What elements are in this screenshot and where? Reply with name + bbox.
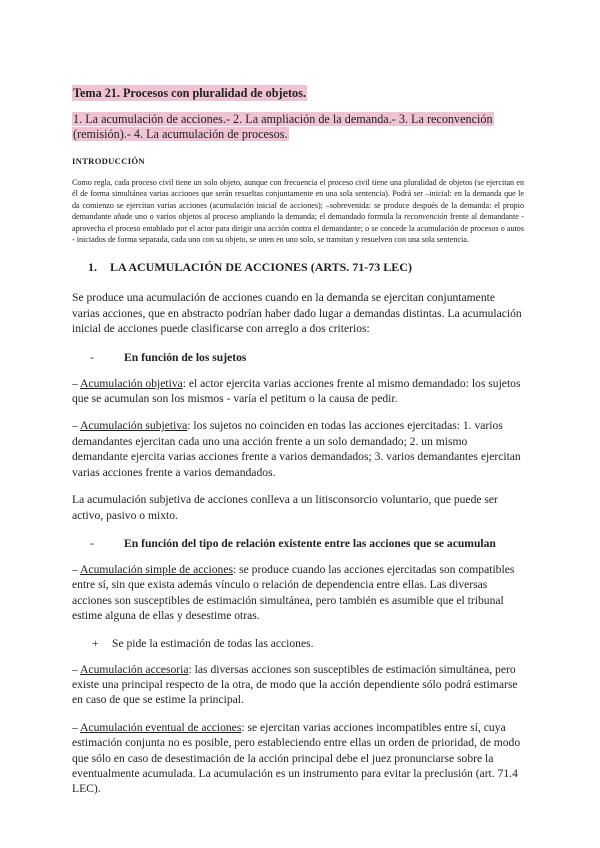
text-simple: : se produce cuando las acciones ejercitadas son compatibles entre sí, sin que exista además vínculo o relación de dependencia entre ellas. Las diversas acciones son susceptibles de estimación simultánea, pero también es asumible que el tribunal estime alguna de ellas y desestime otras. (72, 562, 515, 623)
paragraph-subjetiva (72, 418, 524, 480)
paragraph-intro: Se produce una acumulación de acciones cuando en la demanda se ejercitan conjuntamente varias acciones, que en abstracto podrían haber dado lugar a demandas distintas. La acumulación inicial de acciones puede clasificarse con arreglo a dos criterios: (72, 291, 522, 336)
text-accesoria: : las diversas acciones son susceptibles de estimación simultánea, pero existe una principal respecto de la otra, de modo que la acción dependiente sólo podrá estimarse en caso de que se estime la principal. (72, 662, 518, 707)
criterion-subjects (72, 351, 524, 364)
criterion-label: En función del tipo de relación existente entre las acciones que se acumulan (124, 536, 496, 550)
criterion-label: En función de los sujetos (124, 350, 247, 364)
section-number: 1. (88, 260, 97, 275)
text-eventual: : se ejercitan varias acciones incompatibles entre sí, cuya estimación conjunta no es posible, pero estableciendo entre ellas un orden de prioridad, de modo que sólo en caso de desestimación de la acción principal debe el juez pronunciarse sobre la eventualmente acumulada. La acumulación es un instrumento para evitar la preclusión (art. 71.4 LEC). (72, 720, 521, 796)
plus-marker: + (92, 636, 99, 650)
section-title: LA ACUMULACIÓN DE ACCIONES (ARTS. 71-73 LEC) (110, 260, 412, 275)
intro-heading: INTRODUCCIÓN (72, 156, 145, 166)
paragraph-litisconsorcio: La acumulación subjetiva de acciones conlleva a un litisconsorcio voluntario, que puede ser activo, pasivo o mixto. (72, 493, 498, 522)
dash: – (72, 562, 81, 576)
dash: – (72, 376, 81, 390)
plus-list-item (72, 637, 524, 650)
bullet-marker: - (90, 536, 94, 550)
topic-outline (72, 112, 524, 142)
term-accesoria: Acumulación accesoria (80, 662, 189, 676)
document-title: Tema 21. Procesos con pluralidad de objetos. (73, 86, 306, 100)
section-heading (72, 260, 524, 275)
topic-outline-text: 1. La acumulación de acciones.- 2. La ampliación de la demanda.- 3. La reconvención (remisión).- 4. La acumulación de procesos. (73, 112, 493, 141)
term-eventual: Acumulación eventual de acciones (80, 720, 242, 734)
term-objetiva: Acumulación objetiva (80, 376, 183, 390)
intro-italic-term: reconvención (404, 212, 448, 222)
intro-text-1: Como regla, cada proceso civil tiene un solo objeto, aunque con frecuencia el proceso civil tiene una pluralidad de objetos (se ejercitan en él de forma simultánea varias acciones que serán resueltas conjuntamente en una sola sentencia). Podrá ser –inicial: en la demanda que le da comienzo se ejercitan varias acciones (acumulación inicial de acciones); –sobrevenida: se produce después de la demanda: el propio demandante añade uno o varios objetos al proceso ampliando la demanda; el demandado formula la (72, 178, 524, 222)
term-subjetiva: Acumulación subjetiva (80, 419, 188, 433)
paragraph-simple (72, 562, 524, 624)
intro-text-2: frente al demandante - aprovecha el proceso entablado por el actor para dirigir una acción contra el demandante; o se concede la acumulación de procesos o autos - iniciados de forma separada, cada uno con su objeto, se unen en uno solo, se tramitan y resuelven con una sola sentencia. (72, 212, 525, 245)
paragraph-objetiva (72, 376, 524, 407)
intro-paragraph (72, 177, 524, 245)
criterion-relation (72, 537, 524, 550)
dash: – (72, 720, 81, 734)
text-subjetiva: : los sujetos no coinciden en todas las acciones ejercitadas: 1. varios demandantes ejercitan cada uno una acción frente a un solo demandado; 2. un mismo demandante ejercita varias acciones frente a varios demandados; 3. varios demandantes ejercitan varias acciones frente a varios demandados. (72, 419, 521, 479)
dash: – (72, 419, 81, 433)
title-block (72, 84, 524, 102)
plus-item-text: Se pide la estimación de todas las acciones. (112, 636, 314, 650)
paragraph-accesoria (72, 662, 524, 708)
paragraph-eventual (72, 720, 524, 797)
bullet-marker: - (90, 350, 94, 364)
document-page (72, 84, 524, 797)
term-simple: Acumulación simple de acciones (80, 562, 233, 576)
text-objetiva: : el actor ejercita varias acciones frente al mismo demandado: los sujetos que se acumulan son los mismos - varía el petitum o la causa de pedir. (72, 376, 521, 406)
dash: – (72, 662, 81, 676)
